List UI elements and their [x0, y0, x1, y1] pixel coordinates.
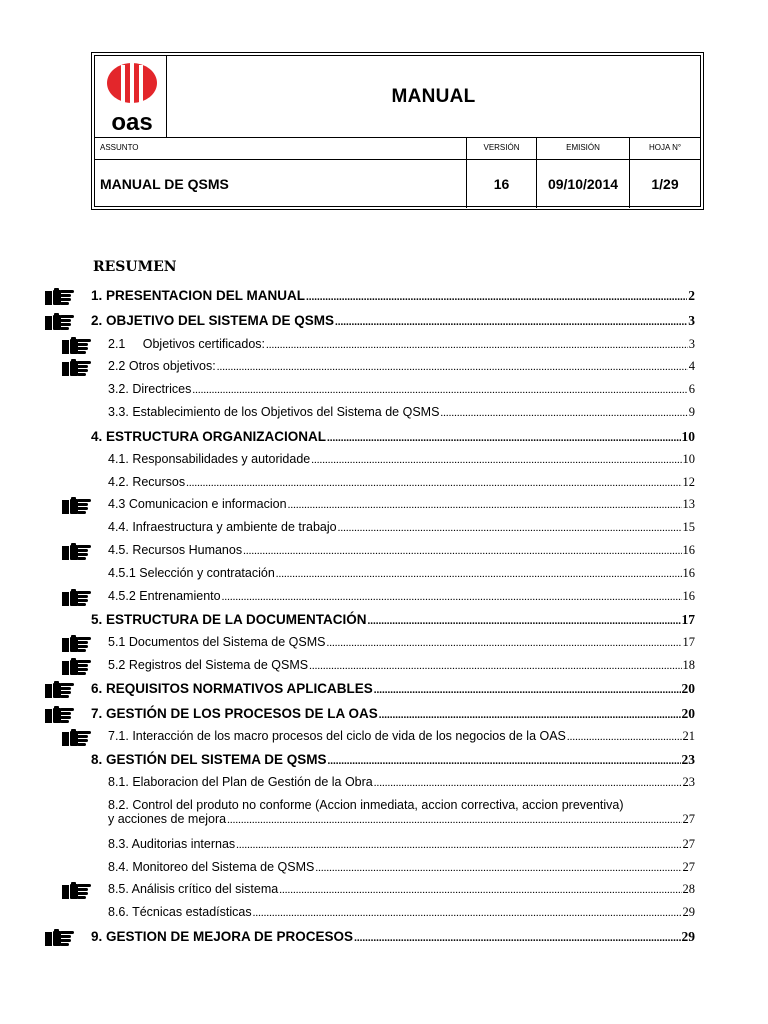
toc-entry-text: 8.6. Técnicas estadísticas [108, 905, 252, 919]
toc-leader-dots [374, 684, 681, 696]
toc-entry[interactable] [91, 752, 695, 768]
toc-entry[interactable] [91, 313, 695, 329]
toc-leader-dots [440, 407, 687, 419]
toc-entry-text: 8.3. Auditorias internas [108, 837, 236, 851]
toc-entry-text-continued: y acciones de mejora [108, 812, 227, 826]
toc-entry[interactable] [91, 288, 695, 304]
toc-entry-text: 8.1. Elaboracion del Plan de Gestión de la Obra [108, 775, 373, 789]
toc-leader-dots [379, 709, 681, 721]
toc-entry[interactable] [108, 452, 695, 467]
pointing-hand-icon [62, 728, 92, 748]
toc-entry[interactable] [91, 929, 695, 945]
toc-entry[interactable] [108, 729, 695, 744]
pointing-hand-icon [62, 336, 92, 356]
document-title: MANUAL [391, 85, 476, 107]
toc-entry-text: 4.5.2 Entrenamiento [108, 589, 221, 603]
toc-leader-dots [266, 339, 688, 351]
toc-entry-text: 6. REQUISITOS NORMATIVOS APLICABLES [91, 681, 373, 696]
toc-entry[interactable] [108, 837, 695, 852]
toc-entry-text: 4.2. Recursos [108, 475, 186, 489]
toc-entry-text: 9. GESTION DE MEJORA DE PROCESOS [91, 929, 354, 944]
toc-entry-text: 8.2. Control del produto no conforme (Accion inmediata, accion correctiva, accion preventiva) [108, 798, 624, 812]
label-hoja: HOJA N° [630, 138, 700, 160]
toc-entry[interactable] [91, 706, 695, 722]
toc-page-number: 4 [688, 359, 695, 373]
toc-leader-dots [326, 637, 681, 649]
toc-entry[interactable] [108, 497, 695, 512]
toc-page-number: 3 [688, 337, 695, 351]
toc-entry[interactable] [108, 775, 695, 790]
label-version: VERSIÓN [467, 138, 537, 160]
pointing-hand-icon [62, 358, 92, 378]
toc-entry[interactable] [108, 382, 695, 397]
toc-entry[interactable] [108, 882, 695, 897]
toc-page-number: 29 [681, 929, 695, 944]
toc-page-number: 10 [682, 452, 695, 466]
toc-leader-dots [217, 361, 688, 373]
toc-page-number: 23 [682, 775, 695, 789]
toc-page-number: 13 [682, 497, 695, 511]
toc-page-number: 21 [682, 729, 695, 743]
toc-leader-dots [335, 316, 687, 328]
toc-page-number: 18 [682, 658, 695, 672]
toc-page-number: 12 [682, 475, 695, 489]
toc-entry[interactable] [108, 905, 695, 920]
toc-entry-text: 2. OBJETIVO DEL SISTEMA DE QSMS [91, 313, 335, 328]
toc-leader-dots [288, 499, 682, 511]
value-version: 16 [467, 160, 537, 208]
toc-entry[interactable] [108, 635, 695, 650]
toc-leader-dots [306, 291, 687, 303]
pointing-hand-icon [62, 657, 92, 677]
toc-entry-text: 8.5. Análisis crítico del sistema [108, 882, 279, 896]
toc-page-number: 28 [682, 882, 695, 896]
toc-entry[interactable] [108, 475, 695, 490]
toc-entry[interactable] [108, 520, 695, 535]
toc-entry-text: 7. GESTIÓN DE LOS PROCESOS DE LA OAS [91, 706, 378, 721]
toc-leader-dots [338, 522, 682, 534]
toc-entry-text: 4.5. Recursos Humanos [108, 543, 243, 557]
pointing-hand-icon [62, 881, 92, 901]
toc-entry-text: 5. ESTRUCTURA DE LA DOCUMENTACIÓN [91, 612, 367, 627]
pointing-hand-icon [45, 287, 75, 307]
toc-page-number: 15 [682, 520, 695, 534]
toc-page-number: 6 [688, 382, 695, 396]
toc-entry[interactable] [108, 658, 695, 673]
toc-entry[interactable] [91, 681, 695, 697]
toc-leader-dots [368, 615, 681, 627]
value-assunto: MANUAL DE QSMS [95, 160, 467, 208]
toc-page-number: 23 [681, 752, 695, 767]
toc-page-number: 29 [682, 905, 695, 919]
toc-entry[interactable] [91, 429, 695, 445]
pointing-hand-icon [62, 588, 92, 608]
toc-page-number: 27 [682, 812, 695, 826]
toc-leader-dots [567, 731, 682, 743]
toc-entry-text: 4.4. Infraestructura y ambiente de trabajo [108, 520, 337, 534]
toc-entry[interactable] [108, 860, 695, 875]
toc-page-number: 17 [681, 612, 695, 627]
pointing-hand-icon [45, 680, 75, 700]
toc-leader-dots [354, 932, 680, 944]
toc-entry[interactable] [108, 359, 695, 374]
toc-page-number: 17 [682, 635, 695, 649]
toc-leader-dots [315, 862, 681, 874]
toc-entry[interactable] [108, 589, 695, 604]
toc-entry[interactable] [108, 798, 695, 827]
toc-entry-text: 3.2. Directrices [108, 382, 192, 396]
toc-leader-dots [243, 545, 681, 557]
toc-entry[interactable] [108, 337, 695, 352]
toc-leader-dots [227, 814, 681, 826]
toc-leader-dots [222, 591, 682, 603]
toc-entry-text: 4. ESTRUCTURA ORGANIZACIONAL [91, 429, 326, 444]
toc-entry-text: 3.3. Establecimiento de los Objetivos del Sistema de QSMS [108, 405, 440, 419]
toc-entry-text: 4.5.1 Selección y contratación [108, 566, 275, 580]
label-emision: EMISIÓN [537, 138, 630, 160]
toc-page-number: 20 [681, 706, 695, 721]
toc-leader-dots [309, 660, 681, 672]
toc-leader-dots [186, 477, 681, 489]
toc-leader-dots [328, 755, 681, 767]
toc-entry-text: 8.4. Monitoreo del Sistema de QSMS [108, 860, 315, 874]
toc-entry-text: 7.1. Interacción de los macro procesos del ciclo de vida de los negocios de la OAS [108, 729, 566, 743]
toc-page-number: 27 [682, 860, 695, 874]
toc-entry-text: 2.1 Objetivos certificados: [108, 337, 266, 351]
toc-page-number: 10 [681, 429, 695, 444]
toc-entry-text: 8. GESTIÓN DEL SISTEMA DE QSMS [91, 752, 327, 767]
pointing-hand-icon [62, 634, 92, 654]
toc-leader-dots [311, 454, 681, 466]
toc-entry[interactable] [108, 543, 695, 558]
toc-entry-text: 2.2 Otros objetivos: [108, 359, 216, 373]
value-hoja: 1/29 [651, 176, 679, 192]
toc-entry-continuation [108, 812, 695, 827]
toc-entry-text: 1. PRESENTACION DEL MANUAL [91, 288, 306, 303]
toc-page-number: 27 [682, 837, 695, 851]
toc-leader-dots [279, 884, 681, 896]
pointing-hand-icon [62, 542, 92, 562]
toc-page-number: 16 [682, 543, 695, 557]
toc-leader-dots [374, 777, 682, 789]
toc-page-number: 3 [688, 313, 695, 328]
toc-page-number: 2 [688, 288, 695, 303]
toc-entry[interactable] [108, 405, 695, 420]
toc-entry-text: 5.2 Registros del Sistema de QSMS [108, 658, 309, 672]
toc-entry-text: 4.3 Comunicacion e informacion [108, 497, 287, 511]
pointing-hand-icon [62, 496, 92, 516]
logo-text: oas [111, 109, 153, 136]
toc-leader-dots [253, 907, 682, 919]
toc-page-number: 9 [688, 405, 695, 419]
value-emision: 09/10/2014 [537, 160, 630, 208]
pointing-hand-icon [45, 705, 75, 725]
pointing-hand-icon [45, 928, 75, 948]
toc-leader-dots [236, 839, 681, 851]
toc-page-number: 20 [681, 681, 695, 696]
toc-entry-text: 5.1 Documentos del Sistema de QSMS [108, 635, 326, 649]
toc-leader-dots [276, 568, 682, 580]
toc-leader-dots [192, 384, 687, 396]
toc-entry-text: 4.1. Responsabilidades y autoridade [108, 452, 311, 466]
pointing-hand-icon [45, 312, 75, 332]
section-title: RESUMEN [93, 259, 177, 275]
label-assunto: ASSUNTO [95, 138, 467, 160]
toc-page-number: 16 [682, 589, 695, 603]
toc-entry[interactable] [108, 566, 695, 581]
toc-leader-dots [327, 432, 681, 444]
toc-entry[interactable] [91, 612, 695, 628]
toc-page-number: 16 [682, 566, 695, 580]
